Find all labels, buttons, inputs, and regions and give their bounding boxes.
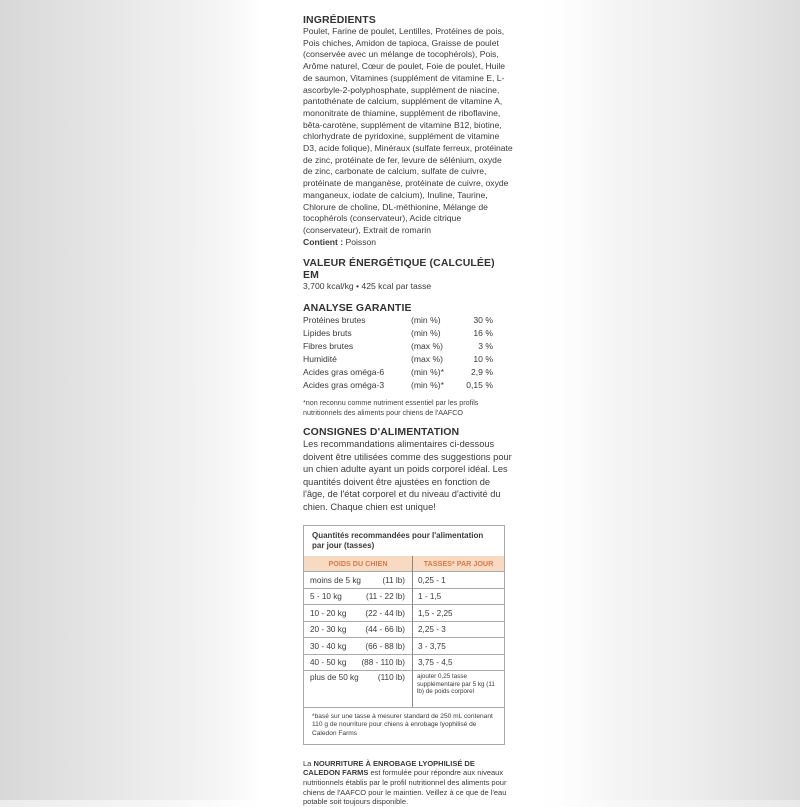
energy-text: 3,700 kcal/kg • 425 kcal par tasse xyxy=(303,281,432,292)
feeding-table-caption: Quantités recommandées pour l'alimentation par jour (tasses) xyxy=(312,531,484,550)
ingredients-heading: INGRÉDIENTS xyxy=(303,14,376,26)
table-row: 30 - 40 kg (66 - 88 lb) 3 - 3,75 xyxy=(304,638,504,655)
table-row: 10 - 20 kg (22 - 44 lb) 1,5 - 2,25 xyxy=(304,605,504,622)
footer-statement: La NOURRITURE À ENROBAGE LYOPHILISÉ DE CALEDON FARMS est formulée pour répondre aux niveaux nutritionnels établis par le profil nutritionnel des aliments pour chiens de l'AAFCO pour le maintien. Veillez à ce que de l'eau potable soit toujours disponible. xyxy=(303,758,507,807)
nutrition-label xyxy=(303,14,513,807)
table-row: 40 - 50 kg (88 - 110 lb) 3,75 - 4,5 xyxy=(304,654,504,671)
analysis-row: Acides gras oméga-6 (min %)* 2,9 % xyxy=(303,367,493,378)
feeding-text: Les recommandations alimentaires ci-dessous doivent être utilisées comme des suggestions pour un chien adulte ayant un poids corporel idéal. Les quantités doivent être ajustées en fonction de l'âge, de l'état corporel et du niveau d'activité du chien. Chaque chien est unique! xyxy=(303,439,512,512)
analysis-note: *non reconnu comme nutriment essentiel par les profils nutritionnels des aliments pour chiens de l'AAFCO xyxy=(303,398,479,417)
feeding-table-box xyxy=(303,525,505,745)
feeding-table-note: *basé sur une tasse à mesurer standard de 250 mL contenant 110 g de nourriture pour chiens à enrobage lyophilisé de Caledon Farms xyxy=(304,707,504,744)
energy-heading: VALEUR ÉNERGÉTIQUE (CALCULÉE) EM xyxy=(303,257,495,282)
feeding-table xyxy=(304,556,504,707)
bag-shadow-left xyxy=(0,0,265,800)
analysis-row: Protéines brutes (min %) 30 % xyxy=(303,315,493,326)
feeding-heading: CONSIGNES D'ALIMENTATION xyxy=(303,426,460,439)
analysis-heading: ANALYSE GARANTIE xyxy=(303,302,412,315)
ingredients-text xyxy=(303,26,513,248)
table-row: 20 - 30 kg (44 - 66 lb) 2,25 - 3 xyxy=(304,621,504,638)
table-row: moins de 5 kg (11 lb) 0,25 - 1 xyxy=(304,572,504,589)
bag-shadow-right xyxy=(580,0,800,800)
table-row: plus de 50 kg (110 lb) ajouter 0,25 tasse supplémentaire par 5 kg (11 lb) de poids corporel xyxy=(304,671,504,708)
contains-value: Poisson xyxy=(343,236,377,247)
analysis-table xyxy=(303,314,493,392)
ingredients-list: Poulet, Farine de poulet, Lentilles, Protéines de pois, Pois chiches, Amidon de tapioca, Graisse de poulet (conservée avec un mélange de tocophérols), Pois, Arôme naturel, Cœur de poulet, Foie de poulet, Huile de saumon, Vitamines (supplément de vitamine E, L-ascorbyle-2-polyphosphate, supplément de niacine, pantothénate de calcium, supplément de vitamine A, mononitrate de thiamine, supplément de riboflavine, bêta-carotène, supplément de vitamine B12, biotine, chlorhydrate de pyridoxine, supplément de vitamine D3, acide folique), Minéraux (sulfate ferreux, protéinate de zinc, protéinate de fer, levure de sélénium, oxyde de zinc, carbonate de calcium, sulfate de cuivre, protéinate de manganèse, protéinate de cuivre, oxyde manganeux, iodate de calcium), Inuline, Taurine, Chlorure de choline, DL-méthionine, Mélange de tocophérols (conservateur), Acide citrique (conservateur), Extrait de romarin xyxy=(303,26,513,235)
col-header-weight: POIDS DU CHIEN xyxy=(304,556,413,572)
analysis-row: Acides gras oméga-3 (min %)* 0,15 % xyxy=(303,380,493,391)
col-header-cups: TASSES* PAR JOUR xyxy=(413,556,505,572)
analysis-row: Humidité (max %) 10 % xyxy=(303,354,493,365)
analysis-row: Fibres brutes (max %) 3 % xyxy=(303,341,493,352)
analysis-row: Lipides bruts (min %) 16 % xyxy=(303,328,493,339)
table-row: 5 - 10 kg (11 - 22 lb) 1 - 1,5 xyxy=(304,588,504,605)
contains-label: Contient : xyxy=(303,236,344,247)
brand-name: NOURRITURE À ENROBAGE LYOPHILISÉ DE CALEDON FARMS xyxy=(303,758,475,778)
